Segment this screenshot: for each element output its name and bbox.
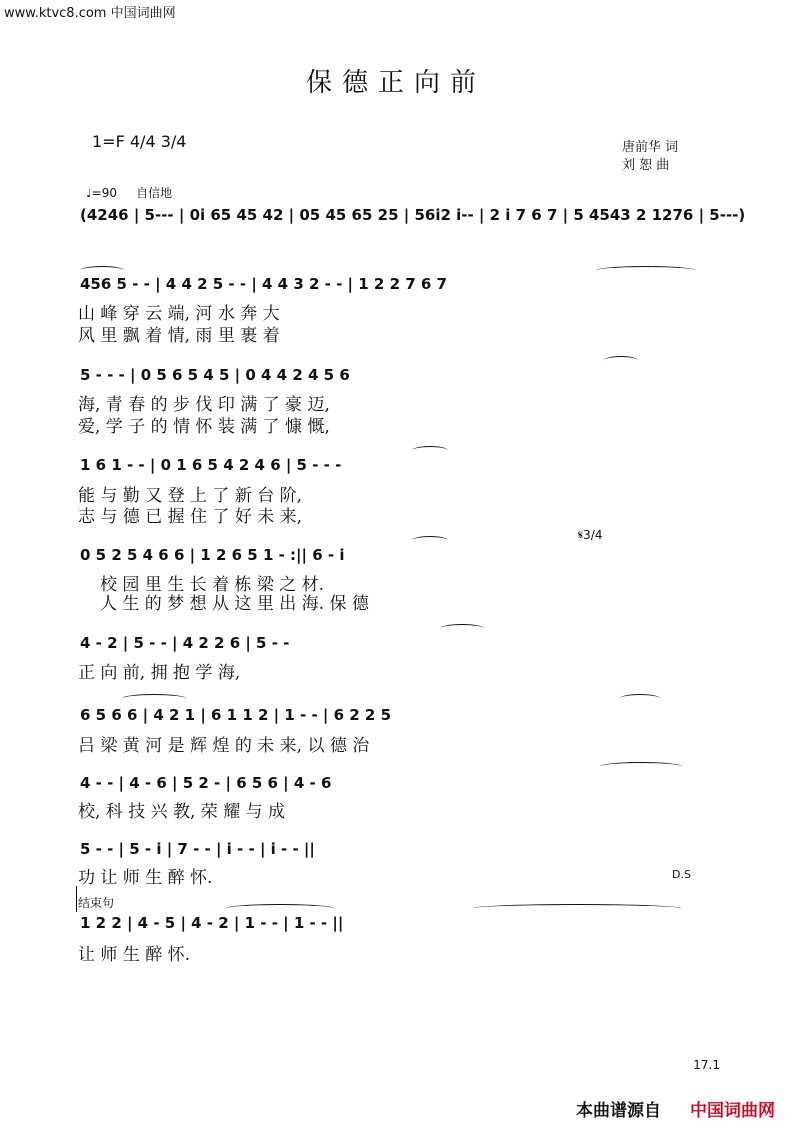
score-notes-line-7: 4 - - | 4 - 6 | 5 2 - | 6 5 6 | 4 - 6 xyxy=(80,774,332,792)
score-notes-line-6: 6 5 6 6 | 4 2 1 | 6 1 1 2 | 1 - - | 6 2 2 5 xyxy=(80,706,392,724)
site-watermark: www.ktvc8.com 中国词曲网 xyxy=(4,6,176,21)
slur xyxy=(412,446,448,455)
lyrics-verse2-line-2: 爱, 学 子 的 情 怀 装 满 了 慷 慨, xyxy=(78,417,330,437)
segno-mark: 𝄋3/4 xyxy=(578,528,603,542)
lyrics-ending: 让 师 生 醉 怀. xyxy=(78,945,191,965)
lyrics-line-5: 正 向 前, 拥 抱 学 海, xyxy=(78,663,241,683)
key-signature: 1=F 4/4 3/4 xyxy=(92,132,187,151)
slur xyxy=(600,762,682,771)
footer-source-label: 本曲谱源自 xyxy=(576,1101,661,1121)
song-title: 保德正向前 xyxy=(305,68,486,98)
score-notes-line-3: 1 6 1 - - | 0 1 6 5 4 2 4 6 | 5 - - - xyxy=(80,456,342,474)
slur xyxy=(80,266,124,275)
score-notes-line-5: 4 - 2 | 5 - - | 4 2 2 6 | 5 - - xyxy=(80,634,290,652)
score-notes-line-1: 456 5 - - | 4 4 2 5 - - | 4 4 3 2 - - | 1 2 2 7 6 7 xyxy=(80,275,447,293)
slur xyxy=(604,356,638,365)
ending-bracket xyxy=(76,886,77,912)
intro-line: (4246 | 5--- | 0i 65 45 42 | 05 45 65 25 | 56i2 i-- | 2 i 7 6 7 | 5 4543 2 1276 | 5---) xyxy=(80,206,746,224)
page-number: 17.1 xyxy=(693,1058,720,1072)
slur xyxy=(440,624,484,633)
lyrics-line-7: 校, 科 技 兴 教, 荣 耀 与 成 xyxy=(78,802,286,822)
lyrics-verse2-line-3: 志 与 德 已 握 住 了 好 未 来, xyxy=(78,507,303,527)
lyrics-line-8: 功 让 师 生 醉 怀. xyxy=(78,868,213,888)
lyricist-credit: 唐前华 词 xyxy=(622,140,679,155)
composer-credit: 刘 恕 曲 xyxy=(622,158,670,173)
da-segno-mark: D.S xyxy=(672,868,691,881)
lyrics-verse2-line-1: 风 里 飘 着 情, 雨 里 裹 着 xyxy=(78,326,280,346)
slur xyxy=(620,694,660,703)
slur xyxy=(226,904,334,913)
slur xyxy=(596,266,696,275)
ending-label: 结束句 xyxy=(78,896,115,910)
lyrics-verse2-line-4: 人 生 的 梦 想 从 这 里 出 海. 保 德 xyxy=(100,594,369,614)
score-notes-line-8: 5 - - | 5 - i | 7 - - | i - - | i - - || xyxy=(80,840,315,858)
slur xyxy=(472,904,682,913)
lyrics-line-6: 吕 梁 黄 河 是 辉 煌 的 未 来, 以 德 治 xyxy=(78,736,370,756)
slur xyxy=(412,536,448,545)
footer-site-link[interactable]: 中国词曲网 xyxy=(690,1101,775,1121)
lyrics-verse1-line-2: 海, 青 春 的 步 伐 印 满 了 豪 迈, xyxy=(78,395,330,415)
lyrics-verse1-line-1: 山 峰 穿 云 端, 河 水 奔 大 xyxy=(78,304,280,324)
score-notes-line-4: 0 5 2 5 4 6 6 | 1 2 6 5 1 - :|| 6 - i xyxy=(80,546,345,564)
score-notes-ending: 1 2 2 | 4 - 5 | 4 - 2 | 1 - - | 1 - - || xyxy=(80,914,344,932)
score-notes-line-2: 5 - - - | 0 5 6 5 4 5 | 0 4 4 2 4 5 6 xyxy=(80,366,350,384)
lyrics-verse1-line-4: 校 园 里 生 长 着 栋 梁 之 材. xyxy=(100,575,325,595)
lyrics-verse1-line-3: 能 与 勤 又 登 上 了 新 台 阶, xyxy=(78,486,303,506)
slur xyxy=(122,694,186,703)
tempo-mark: ♩=90 自信地 xyxy=(86,186,173,200)
